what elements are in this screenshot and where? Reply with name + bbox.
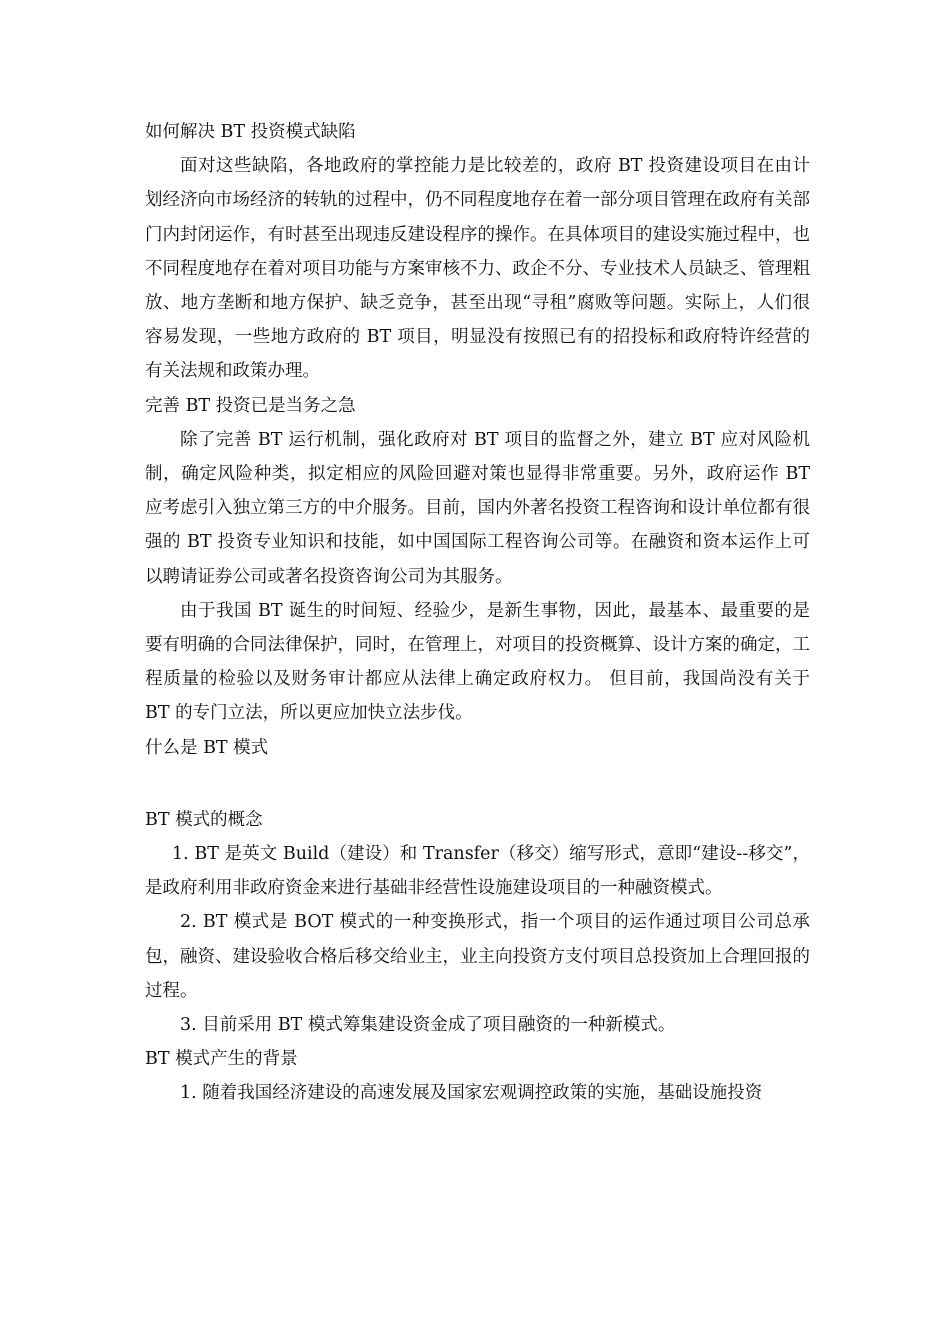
blank-spacer [145,765,810,803]
paragraph-improve-mechanism: 除了完善 BT 运行机制，强化政府对 BT 项目的监督之外，建立 BT 应对风险机制，确定风险种类，拟定相应的风险回避对策也显得非常重要。另外，政府运作 BT 应考虑引入独立第三方的中介服务。目前，国内外著名投资工程咨询和设计单位都有很强的 BT 投资专业知识和技能，如中国国际工程咨询公司等。在融资和资本运作上可以聘请证券公司或著名投资咨询公司为其服务。 [145,429,810,587]
paragraph-defects: 面对这些缺陷，各地政府的掌控能力是比较差的，政府 BT 投资建设项目在由计划经济向市场经济的转轨的过程中，仍不同程度地存在着一部分项目管理在政府有关部门内封闭运作，有时甚至出现违反建设程序的操作。在具体项目的建设实施过程中，也不同程度地存在着对项目功能与方案审核不力、政企不分、专业技术人员缺乏、管理粗放、地方垄断和地方保护、缺乏竞争，甚至出现“寻租”腐败等问题。实际上，人们很容易发现，一些地方政府的 BT 项目，明显没有按照已有的招投标和政府特许经营的有关法规和政策办理。 [145,156,810,382]
paragraph-concept-3: 3. 目前采用 BT 模式筹集建设资金成了项目融资的一种新模式。 [180,1015,676,1036]
paragraph-background-1: 1. 随着我国经济建设的高速发展及国家宏观调控政策的实施，基础设施投资 [180,1083,763,1104]
section-heading-bt-concept: BT 模式的概念 [145,809,263,830]
paragraph-concept-2: 2. BT 模式是 BOT 模式的一种变换形式，指一个项目的运作通过项目公司总承包，融资、建设验收合格后移交给业主，业主向投资方支付项目总投资加上合理回报的过程。 [145,912,810,1001]
section-heading-improve-bt: 完善 BT 投资已是当务之急 [145,395,356,416]
paragraph-legal-protection: 由于我国 BT 诞生的时间短、经验少，是新生事物，因此，最基本、最重要的是要有明确的合同法律保护，同时，在管理上，对项目的投资概算、设计方案的确定，工程质量的检验以及财务审计都应从法律上确定政府权力。 但目前，我国尚没有关于 BT 的专门立法，所以更应加快立法步伐。 [145,600,810,724]
paragraph-concept-1: 1. BT 是英文 Build（建设）和 Transfer（移交）缩写形式，意即“建设--移交”，是政府利用非政府资金来进行基础非经营性设施建设项目的一种融资模式。 [145,844,810,899]
section-heading-fix-defects: 如何解决 BT 投资模式缺陷 [145,122,356,142]
section-heading-what-is-bt: 什么是 BT 模式 [145,737,269,758]
section-heading-bt-background: BT 模式产生的背景 [145,1049,298,1070]
document-body [145,115,810,1111]
